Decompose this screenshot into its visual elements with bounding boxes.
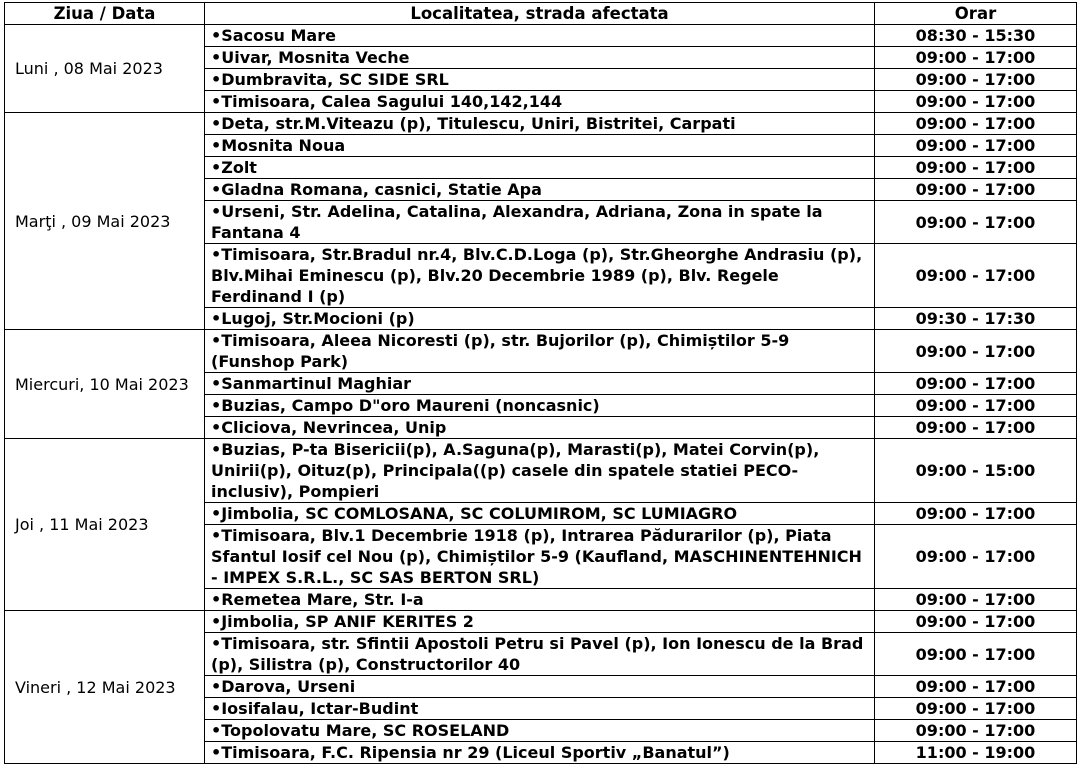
time-cell: 11:00 - 19:00 <box>875 742 1077 764</box>
time-cell: 09:00 - 17:00 <box>875 395 1077 417</box>
time-cell: 09:00 - 17:00 <box>875 676 1077 698</box>
location-cell: •Timisoara, Calea Sagului 140,142,144 <box>205 91 875 113</box>
location-cell: •Zolt <box>205 157 875 179</box>
table-row <box>5 25 1077 47</box>
location-cell: •Jimbolia, SC COMLOSANA, SC COLUMIROM, SC LUMIAGRO <box>205 503 875 525</box>
location-cell: •Cliciova, Nevrincea, Unip <box>205 417 875 439</box>
time-cell: 09:00 - 17:00 <box>875 525 1077 589</box>
location-cell: •Darova, Urseni <box>205 676 875 698</box>
day-cell: Joi , 11 Mai 2023 <box>5 439 205 611</box>
location-cell: •Jimbolia, SP ANIF KERITES 2 <box>205 611 875 633</box>
time-cell: 09:00 - 17:00 <box>875 47 1077 69</box>
location-cell: •Timisoara, str. Sfintii Apostoli Petru si Pavel (p), Ion Ionescu de la Brad (p), Silistra (p), Constructorilor 40 <box>205 633 875 676</box>
location-cell: •Lugoj, Str.Mocioni (p) <box>205 308 875 330</box>
table-row <box>5 611 1077 633</box>
schedule-body <box>5 25 1077 764</box>
location-cell: •Timisoara, Aleea Nicoresti (p), str. Bujorilor (p), Chimiștilor 5-9 (Funshop Park) <box>205 330 875 373</box>
location-cell: •Dumbravita, SC SIDE SRL <box>205 69 875 91</box>
location-cell: •Remetea Mare, Str. I-a <box>205 589 875 611</box>
location-cell: •Iosifalau, Ictar-Budint <box>205 698 875 720</box>
location-cell: •Timisoara, Blv.1 Decembrie 1918 (p), Intrarea Pădurarilor (p), Piata Sfantul Iosif cel Nou (p), Chimiștilor 5-9 (Kaufland, MASCHINENTEHNICH - IMPEX S.R.L., SC SAS BERTON SRL) <box>205 525 875 589</box>
time-cell: 09:00 - 17:00 <box>875 633 1077 676</box>
time-cell: 09:00 - 17:00 <box>875 157 1077 179</box>
location-cell: •Timisoara, Str.Bradul nr.4, Blv.C.D.Loga (p), Str.Gheorghe Andrasiu (p), Blv.Mihai Eminescu (p), Blv.20 Decembrie 1989 (p), Blv. Regele Ferdinand I (p) <box>205 244 875 308</box>
time-cell: 09:30 - 17:30 <box>875 308 1077 330</box>
time-cell: 09:00 - 17:00 <box>875 503 1077 525</box>
outage-schedule <box>4 2 1076 764</box>
location-cell: •Urseni, Str. Adelina, Catalina, Alexandra, Adriana, Zona in spate la Fantana 4 <box>205 201 875 244</box>
time-cell: 09:00 - 17:00 <box>875 179 1077 201</box>
time-cell: 09:00 - 17:00 <box>875 113 1077 135</box>
time-cell: 09:00 - 17:00 <box>875 698 1077 720</box>
location-cell: •Uivar, Mosnita Veche <box>205 47 875 69</box>
time-cell: 09:00 - 17:00 <box>875 135 1077 157</box>
location-cell: •Sacosu Mare <box>205 25 875 47</box>
location-cell: •Gladna Romana, casnici, Statie Apa <box>205 179 875 201</box>
header-row <box>5 3 1077 25</box>
time-cell: 09:00 - 17:00 <box>875 417 1077 439</box>
location-cell: •Mosnita Noua <box>205 135 875 157</box>
time-cell: 09:00 - 17:00 <box>875 330 1077 373</box>
table-row <box>5 113 1077 135</box>
location-cell: •Buzias, Campo D"oro Maureni (noncasnic) <box>205 395 875 417</box>
time-cell: 09:00 - 17:00 <box>875 611 1077 633</box>
schedule-table <box>4 2 1077 764</box>
day-cell: Luni , 08 Mai 2023 <box>5 25 205 113</box>
header-day: Ziua / Data <box>5 3 205 25</box>
location-cell: •Topolovatu Mare, SC ROSELAND <box>205 720 875 742</box>
table-row <box>5 439 1077 503</box>
day-cell: Marţi , 09 Mai 2023 <box>5 113 205 330</box>
location-cell: •Buzias, P-ta Bisericii(p), A.Saguna(p), Marasti(p), Matei Corvin(p), Unirii(p), Oituz(p), Principala((p) casele din spatele statiei PECO-inclusiv), Pompieri <box>205 439 875 503</box>
time-cell: 09:00 - 17:00 <box>875 373 1077 395</box>
location-cell: •Timisoara, F.C. Ripensia nr 29 (Liceul Sportiv „Banatul”) <box>205 742 875 764</box>
day-cell: Miercuri, 10 Mai 2023 <box>5 330 205 439</box>
table-row <box>5 330 1077 373</box>
time-cell: 09:00 - 17:00 <box>875 244 1077 308</box>
time-cell: 09:00 - 17:00 <box>875 91 1077 113</box>
time-cell: 09:00 - 17:00 <box>875 69 1077 91</box>
time-cell: 08:30 - 15:30 <box>875 25 1077 47</box>
time-cell: 09:00 - 17:00 <box>875 589 1077 611</box>
location-cell: •Sanmartinul Maghiar <box>205 373 875 395</box>
time-cell: 09:00 - 15:00 <box>875 439 1077 503</box>
time-cell: 09:00 - 17:00 <box>875 201 1077 244</box>
header-location: Localitatea, strada afectata <box>205 3 875 25</box>
day-cell: Vineri , 12 Mai 2023 <box>5 611 205 764</box>
time-cell: 09:00 - 17:00 <box>875 720 1077 742</box>
header-time: Orar <box>875 3 1077 25</box>
location-cell: •Deta, str.M.Viteazu (p), Titulescu, Uniri, Bistritei, Carpati <box>205 113 875 135</box>
